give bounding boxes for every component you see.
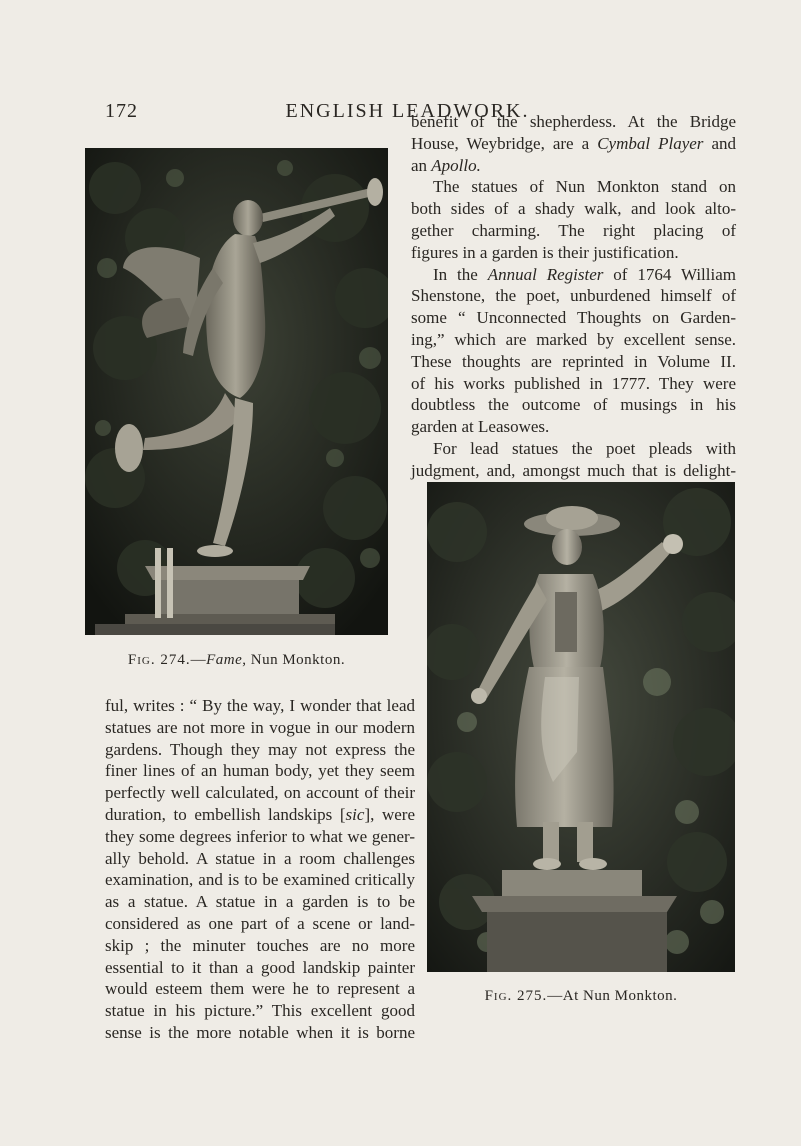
text-line: ally behold. A statue in a room challenges bbox=[105, 848, 415, 868]
italic-text: Annual Register bbox=[487, 264, 604, 284]
right-text-column bbox=[411, 111, 736, 482]
figure-275-label: Fig. 275. bbox=[484, 988, 548, 1004]
figure-274-label: Fig. 274. bbox=[127, 652, 191, 668]
fame-statue-image bbox=[85, 148, 388, 635]
figure-275-dash: — bbox=[547, 988, 563, 1004]
text-line: ful, writes : “ By the way, I wonder that lead bbox=[105, 696, 415, 715]
page-number: 172 bbox=[105, 100, 138, 122]
text-line: some “ Unconnected Thoughts on Garden- bbox=[411, 308, 736, 328]
text-line: garden at Leasowes. bbox=[411, 417, 550, 437]
text-line: as a statue. A statue in a garden is to be bbox=[105, 892, 415, 912]
text-line: statues are not more in vogue in our modern bbox=[105, 717, 415, 737]
figure-275-caption bbox=[427, 988, 735, 1005]
italic-text: Apollo. bbox=[431, 155, 481, 175]
text-line: benefit of the shepherdess. At the Bridge bbox=[411, 112, 736, 131]
text-line: essential to it than a good landskip painter bbox=[105, 957, 415, 977]
text-line: they some degrees inferior to what we gener- bbox=[105, 826, 415, 846]
italic-text: Cymbal Player bbox=[597, 133, 704, 153]
text-line: sense is the more notable when it is borne bbox=[105, 1022, 415, 1042]
shepherdess-statue-image bbox=[427, 482, 735, 972]
left-text-column bbox=[105, 695, 415, 1044]
text-line: considered as one part of a scene or land- bbox=[105, 913, 415, 933]
text-line: would esteem them were he to represent a bbox=[105, 979, 415, 999]
text-line: an Apollo. bbox=[411, 155, 481, 175]
shepherdess-statue-photograph bbox=[427, 482, 735, 972]
text-line: statue in his picture.” This excellent good bbox=[105, 1001, 415, 1021]
figure-275-location: At Nun Monkton. bbox=[562, 988, 678, 1004]
text-line: Shenstone, the poet, unburdened himself of bbox=[411, 286, 736, 306]
figure-274-location: , Nun Monkton. bbox=[242, 652, 346, 668]
text-line: judgment, and, amongst much that is delight- bbox=[411, 460, 736, 480]
text-line: finer lines of an human body, yet they seem bbox=[105, 761, 415, 781]
text-line: examination, and is to be examined critically bbox=[105, 870, 415, 890]
text-line: both sides of a shady walk, and look alto- bbox=[411, 199, 736, 219]
running-head: ENGLISH LEADWORK. bbox=[285, 100, 530, 122]
text-line: perfectly well calculated, on account of their bbox=[105, 783, 415, 803]
text-line: In the Annual Register of 1764 William bbox=[433, 264, 736, 284]
text-line: gardens. Though they may not express the bbox=[105, 739, 415, 759]
italic-text: sic bbox=[345, 804, 365, 824]
figure-274-title: Fame bbox=[206, 652, 243, 668]
text-line: figures in a garden is their justification. bbox=[411, 242, 679, 262]
text-line: duration, to embellish landskips [sic], were bbox=[105, 804, 415, 824]
text-line: House, Weybridge, are a Cymbal Player and bbox=[411, 133, 737, 153]
figure-274-dash: — bbox=[190, 652, 207, 668]
text-line: skip ; the minuter touches are no more bbox=[105, 935, 415, 955]
text-line: ing,” which are marked by excellent sense. bbox=[411, 329, 736, 349]
figure-274-caption bbox=[0, 652, 473, 669]
text-line: The statues of Nun Monkton stand on bbox=[433, 177, 736, 197]
text-line: For lead statues the poet pleads with bbox=[433, 438, 736, 458]
text-line: gether charming. The right placing of bbox=[411, 220, 736, 240]
text-line: of his works published in 1777. They were bbox=[411, 373, 736, 393]
text-line: doubtless the outcome of musings in his bbox=[411, 395, 736, 415]
fame-statue-photograph bbox=[85, 148, 388, 635]
text-line: These thoughts are reprinted in Volume II. bbox=[411, 351, 736, 371]
